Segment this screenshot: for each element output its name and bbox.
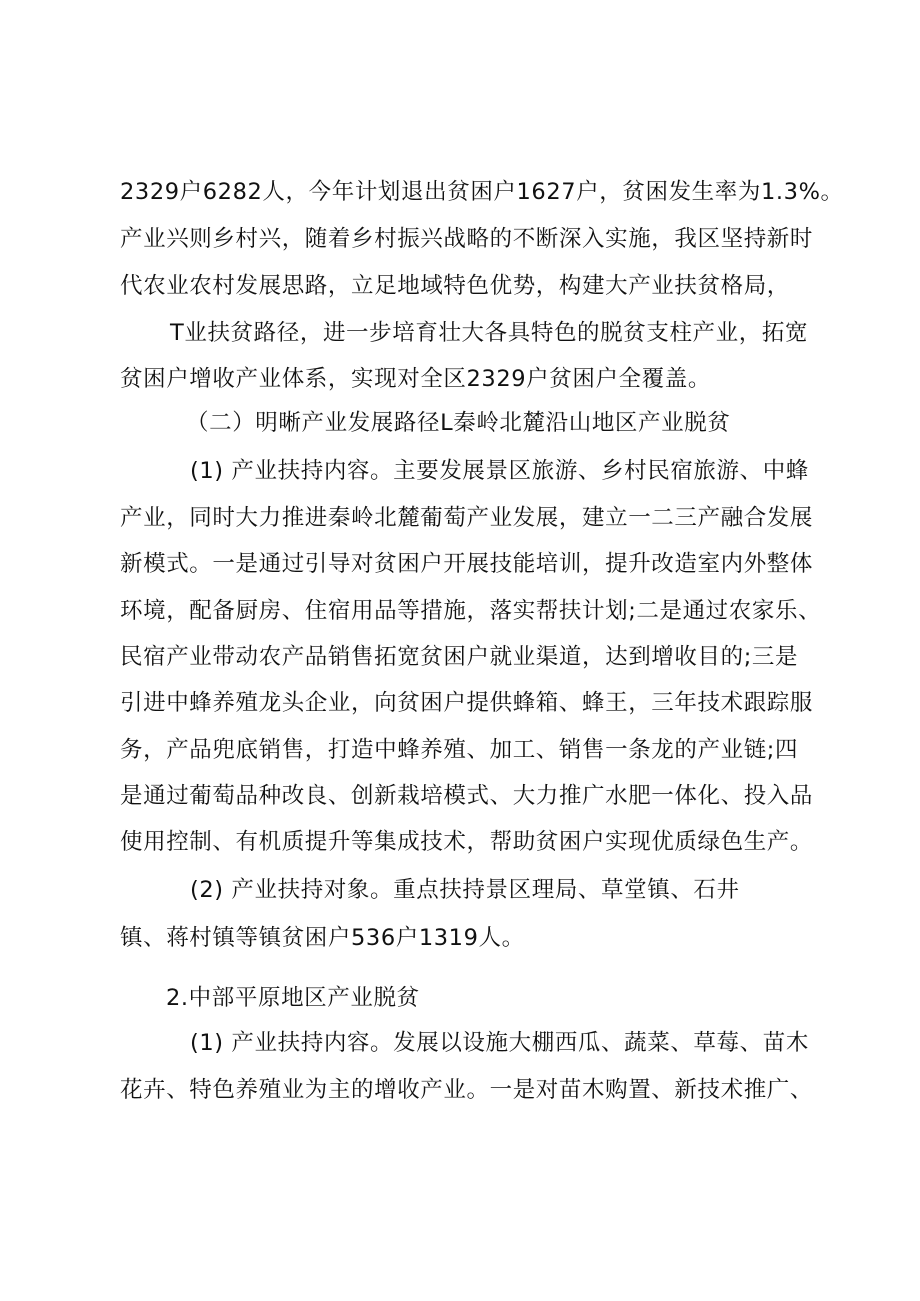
text-line: (1) 产业扶持内容。主要发展景区旅游、乡村民宿旅游、中蜂 xyxy=(190,458,809,484)
text-line: 使用控制、有机质提升等集成技术，帮助贫困户实现优质绿色生产。 xyxy=(120,829,814,855)
text-line: 代农业农村发展思路，立足地域特色优势，构建大产业扶贫格局， xyxy=(120,273,790,299)
text-line: 产业，同时大力推进秦岭北麓葡萄产业发展，建立一二三产融合发展 xyxy=(120,505,814,531)
text-line: 新模式。一是通过引导对贫困户开展技能培训，提升改造室内外整体 xyxy=(120,551,814,577)
text-line: 2329户6282人，今年计划退出贫困户1627户，贫困发生率为1.3%。 xyxy=(120,179,844,205)
text-line: 产业兴则乡村兴，随着乡村振兴战略的不断深入实施，我区坚持新时 xyxy=(120,226,814,252)
text-line: 务，产品兜底销售，打造中蜂养殖、加工、销售一条龙的产业链;四 xyxy=(120,737,799,763)
text-line: 贫困户增收产业体系，实现对全区2329户贫困户全覆盖。 xyxy=(120,366,711,392)
text-line: (2) 产业扶持对象。重点扶持景区理局、草堂镇、石井 xyxy=(190,877,740,903)
text-line: 镇、蒋村镇等镇贫困户536户1319人。 xyxy=(120,925,525,951)
text-line: 花卉、特色养殖业为主的增收产业。一是对苗木购置、新技术推广、 xyxy=(120,1077,814,1103)
text-line: 是通过葡萄品种改良、创新栽培模式、大力推广水肥一体化、投入品 xyxy=(120,783,814,809)
text-line: 环境，配备厨房、住宿用品等措施，落实帮扶计划;二是通过农家乐、 xyxy=(120,598,822,624)
text-line: (1) 产业扶持内容。发展以设施大棚西瓜、蔬菜、草莓、苗木 xyxy=(190,1030,809,1056)
section-heading: （二）明晰产业发展路径L秦岭北麓沿山地区产业脱贫 xyxy=(186,410,731,436)
text-line: 引进中蜂养殖龙头企业，向贫困户提供蜂箱、蜂王，三年技术跟踪服 xyxy=(120,690,814,716)
text-line: 民宿产业带动农产品销售拓宽贫困户就业渠道，达到增收目的;三是 xyxy=(120,644,799,670)
text-line: T业扶贫路径，进一步培育壮大各具特色的脱贫支柱产业，拓宽 xyxy=(170,320,809,346)
section-heading: 2.中部平原地区产业脱贫 xyxy=(166,985,420,1011)
